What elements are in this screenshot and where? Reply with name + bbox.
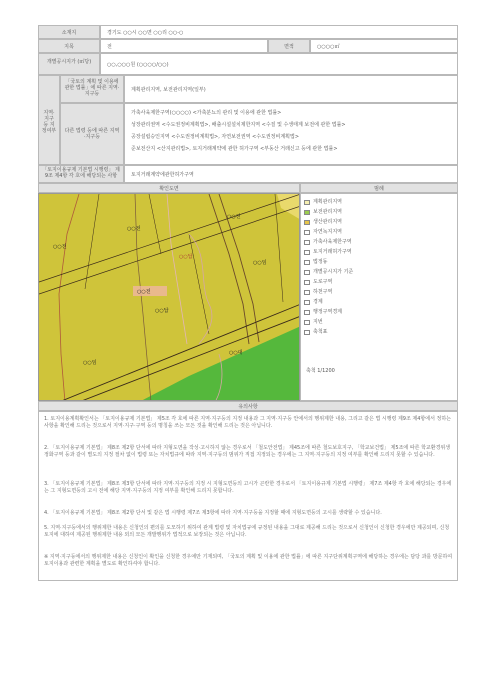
legend-swatch	[304, 230, 310, 235]
legend-swatch	[304, 270, 310, 275]
law2-line: 성장관리권역 <수도권정비계획법>, 배출시설설치제한지역 <수질 및 수생태계 보전에 관한 법률>	[131, 122, 346, 128]
legend-item	[304, 319, 454, 327]
legend-item	[304, 279, 454, 287]
zoning-group-label-cell	[38, 75, 60, 165]
notice-header: 유의사항	[238, 404, 258, 410]
legend-label: 도로구역	[313, 279, 333, 285]
notice-paragraph: 4. 「토지이용규제 기본법」 제8조 제2항 단서 및 같은 법 시행령 제7조 제3항에 따라 지역·지구등을 지정할 때에 지형도면등의 고시를 생략할 수 있습니다.	[44, 510, 382, 516]
parcel-label: ○○전	[227, 214, 241, 220]
law2-line: 준보전산지 <산지관리법>, 토지거래계약에 관한 허가구역 <부동산 거래신고 등에 관한 법률>	[131, 146, 338, 152]
jimok-label: 지목	[64, 44, 74, 50]
legend-swatch	[304, 280, 310, 285]
law2-line: 공장설립승인지역 <수도권정비계획법>, 자연보전권역 <수도권정비계획법>	[131, 134, 300, 140]
law1-value-cell	[124, 75, 458, 103]
notice-paragraph: 1. 토지이용계획확인서는 「토지이용규제 기본법」 제5조 각 호에 따른 지역·지구등의 지정 내용과 그 지역·지구등 안에서의 행위제한 내용, 그리고 같은 법 시행령 제9조 제4항에서 정하는 사항을 확인해 드리는 것으로서 지역·지구·구역 등의 명칭을 쓰는 모든 것을 확인해 드리는 것은 아닙니다.	[44, 416, 451, 429]
parcel-label: ○○전	[137, 289, 151, 295]
legend-item	[304, 289, 454, 297]
area-value-cell	[310, 39, 458, 53]
legend-label: 축척표	[313, 329, 328, 335]
legend-label: 자연녹지지역	[313, 229, 342, 235]
notice-header-cell	[38, 401, 458, 411]
legend-label: 지번	[313, 319, 323, 325]
legend-label: 법정동	[313, 259, 328, 265]
legend-label: 보전관리지역	[313, 209, 342, 215]
confirmation-map	[39, 194, 300, 401]
legend-swatch	[304, 260, 310, 265]
map-cell	[38, 193, 300, 401]
price-label: 개별공시지가 (㎡당)	[46, 59, 92, 65]
notice-body-cell	[38, 411, 458, 581]
notice-paragraph: ※ 지역·지구등에서의 행위제한 내용은 신청인이 확인을 신청한 경우에만 기재되며, 「국토의 계획 및 이용에 관한 법률」에 따른 지구단위계획구역에 해당하는 경우에는 담당 과를 방문하여 토지이용과 관련한 계획을 별도로 확인하셔야 합니다.	[44, 554, 453, 567]
legend-item	[304, 259, 454, 267]
legend-label: 행정구역경계	[313, 309, 342, 315]
map-scale: 축척 1/1200	[306, 368, 335, 374]
notice-paragraph: 5. 지역·지구등에서의 행위제한 내용은 신청인의 편의를 도모하기 위하여 관계 법령 및 자치법규에 규정된 내용을 그대로 제공해 드리는 것으로서 신청인이 신청한 경우에만 제공되며, 신청 토지에 대하여 제공된 행위제한 내용 외의 모든 개발행위가 법적으로 보장되는 것은 아닙니다.	[44, 525, 450, 538]
legend-item	[304, 209, 454, 217]
legend-label: 계획관리지역	[313, 199, 342, 205]
legend-label: 토지거래허가구역	[313, 249, 352, 255]
price-label-cell	[38, 53, 100, 75]
notice-paragraph: 2. 「토지이용규제 기본법」 제8조 제2항 단서에 따라 지형도면을 작성·고시하지 않는 경우로서 「철도안전법」 제45조에 따른 철도보호지구, 「학교보건법」 제5조에 따른 학교환경위생 정화구역 등과 같이 별도의 지정 절차 없이 법령 또는 자치법규에 따라 지역·지구등의 범위가 직접 지정되는 경우에는 그 지역·지구등의 지정 여부를 확인해 드리지 못할 수 있습니다.	[44, 445, 451, 458]
parcel-label: ○○임	[253, 260, 267, 266]
law2-value-cell	[124, 103, 458, 165]
legend-swatch	[304, 220, 310, 225]
legend-label: 개별공시지가 기준	[313, 269, 354, 275]
legend-swatch	[304, 200, 310, 205]
legend-header-cell	[300, 183, 458, 193]
jimok-label-cell	[38, 39, 100, 53]
legend-swatch	[304, 310, 310, 315]
legend-item	[304, 239, 454, 247]
parcel-label: ○○임	[83, 360, 97, 366]
jimok-value-cell	[100, 39, 268, 53]
area-value: ○○○○㎡	[317, 44, 340, 50]
legend-label: 하천구역	[313, 289, 333, 295]
legend-swatch	[304, 210, 310, 215]
legend-header: 범례	[374, 186, 384, 192]
legend-swatch	[304, 330, 310, 335]
law2-label-cell	[60, 103, 124, 165]
legend-label: 생산관리지역	[313, 219, 342, 225]
location-value: 경기도 ○○시 ○○면 ○○리 ○○-○	[107, 30, 184, 36]
legend-item	[304, 299, 454, 307]
map-header-cell	[38, 183, 300, 193]
parcel-label: ○○대	[229, 350, 243, 356]
legend-label: 경계	[313, 299, 323, 305]
price-value-cell	[100, 53, 458, 75]
parcel-label: ○○답	[179, 254, 193, 260]
legend-item	[304, 309, 454, 317]
legend-item	[304, 269, 454, 277]
law1-value: 계획관리지역, 보전관리지역(일부)	[131, 87, 206, 93]
legend-swatch	[304, 300, 310, 305]
price-value: ○○,○○○원 (○○○○/○○)	[107, 62, 169, 68]
law2-label: 다른 법령 등에 따른 지역·지구등	[64, 128, 120, 140]
parcel-label: ○○전	[53, 244, 67, 250]
parcel-label: ○○전	[127, 226, 141, 232]
legend-item	[304, 229, 454, 237]
zoning-group-label: 지역·지구 등 지정여부	[41, 110, 57, 134]
legend-swatch	[304, 290, 310, 295]
legend-item	[304, 329, 454, 337]
location-value-cell	[100, 25, 458, 39]
jimok-value: 전	[107, 44, 112, 50]
map-header: 확인도면	[159, 186, 179, 192]
legend-item	[304, 249, 454, 257]
legend-label: 가축사육제한구역	[313, 239, 352, 245]
legend-swatch	[304, 240, 310, 245]
land-use-certificate	[38, 25, 458, 665]
parcel-label: ○○답	[155, 308, 169, 314]
location-label: 소재지	[61, 30, 77, 36]
location-label-cell	[38, 25, 100, 39]
legend-swatch	[304, 320, 310, 325]
law3-value: 토지거래계약에관한허가구역	[131, 172, 194, 178]
law1-label: 「국토의 계획 및 이용에 관한 법률」에 따른 지역·지구등	[64, 79, 120, 97]
legend-item	[304, 219, 454, 227]
legend-item	[304, 199, 454, 207]
legend-swatch	[304, 250, 310, 255]
area-label: 면적	[284, 44, 294, 50]
law3-label: 「토지이용규제 기본법 시행령」 제9조 제4항 각 호에 해당되는 사항	[42, 167, 120, 179]
law3-label-cell	[38, 165, 124, 183]
area-label-cell	[268, 39, 310, 53]
law2-line: 가축사육제한구역(○○○○) <가축분뇨의 관리 및 이용에 관한 법률>	[131, 110, 282, 116]
notice-paragraph: 3. 「토지이용규제 기본법」 제8조 제3항 단서에 따라 지역·지구등의 지정 시 지형도면등의 고시가 곤란한 경우로서 「토지이용규제 기본법 시행령」 제7조 제4항 각 호에 해당되는 경우에는 그 지형도면등의 고시 전에 해당 지역·지구등의 지정 여부를 확인해 드리지 못합니다.	[44, 481, 452, 494]
law1-label-cell	[60, 75, 124, 103]
law3-value-cell	[124, 165, 458, 183]
